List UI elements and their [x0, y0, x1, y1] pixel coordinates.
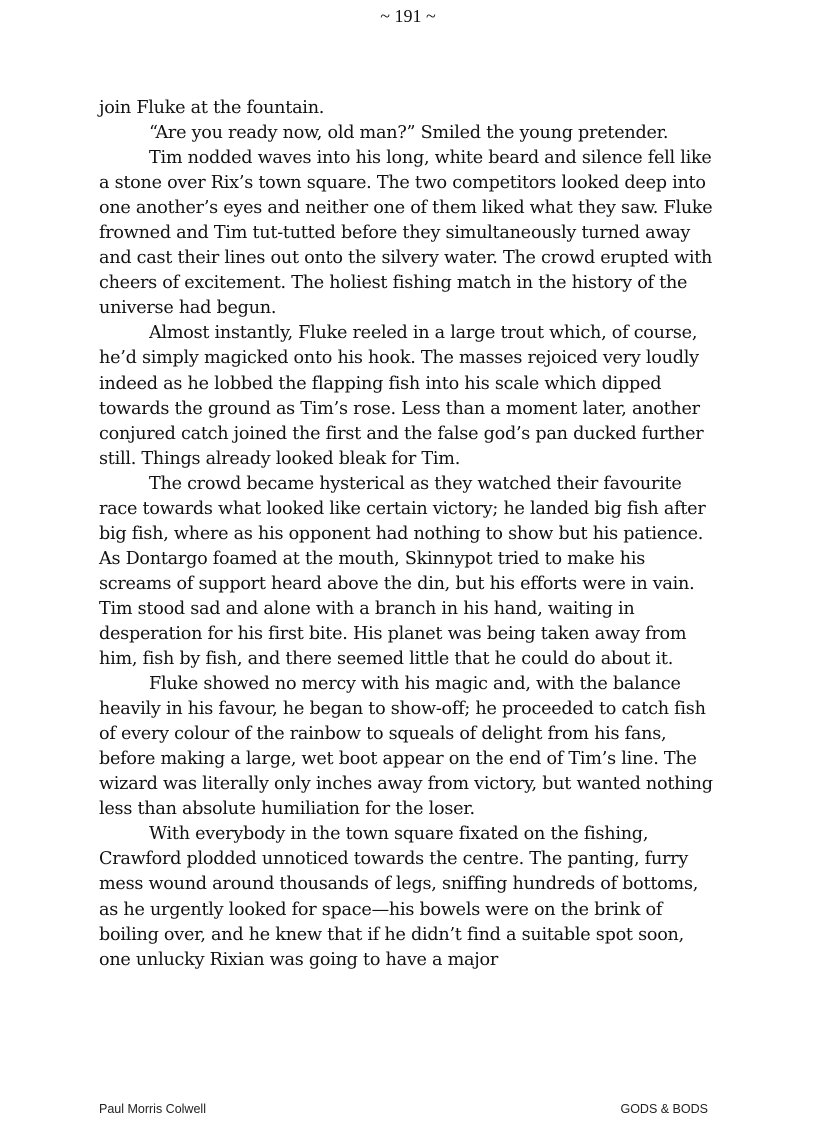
paragraph: “Are you ready now, old man?” Smiled the young pretender.	[149, 123, 669, 144]
paragraph: Fluke showed no mercy with his magic and, with the balance heavily in his favour, he began to show-off; he proceeded to catch fish of every colour of the rainbow to squeals of delight from his fans, before making a large, wet boot appear on the end of Tim’s line. The wizard was literally only inches away from victory, but wanted nothing less than absolute humiliation for the loser.	[99, 674, 713, 820]
footer-author: Paul Morris Colwell	[99, 1102, 206, 1116]
footer-book-title: GODS & BODS	[620, 1102, 708, 1116]
paragraph: join Fluke at the fountain.	[99, 98, 325, 118]
paragraph: Tim nodded waves into his long, white beard and silence fell like a stone over Rix’s town square. The two competitors looked deep into one another’s eyes and neither one of them liked what they saw. Fluke frowned and Tim tut-tutted before they simultaneously turned away and cast their lines out onto the silvery water. The crowd erupted with cheers of excitement. The holiest fishing match in the history of the universe had begun.	[99, 148, 713, 319]
page-number: ~ 191 ~	[380, 6, 436, 26]
body-text	[99, 96, 720, 973]
paragraph: With everybody in the town square fixated on the fishing, Crawford plodded unnoticed towards the centre. The panting, furry mess wound around thousands of legs, sniffing hundreds of bottoms, as he urgently looked for space—his bowels were on the brink of boiling over, and he knew that if he didn’t find a suitable spot soon, one unlucky Rixian was going to have a major	[99, 824, 699, 970]
paragraph: The crowd became hysterical as they watched their favourite race towards what looked like certain victory; he landed big fish after big fish, where as his opponent had nothing to show but his patience. As Dontargo foamed at the mouth, Skinnypot tried to make his screams of support heard above the din, but his efforts were in vain. Tim stood sad and alone with a branch in his hand, waiting in desperation for his first bite. His planet was being taken away from him, fish by fish, and there seemed little that he could do about it.	[99, 473, 706, 670]
paragraph: Almost instantly, Fluke reeled in a large trout which, of course, he’d simply magicked onto his hook. The masses rejoiced very loudly indeed as he lobbed the flapping fish into his scale which dipped towards the ground as Tim’s rose. Less than a moment later, another conjured catch joined the first and the false god’s pan ducked further still. Things already looked bleak for Tim.	[99, 323, 704, 469]
